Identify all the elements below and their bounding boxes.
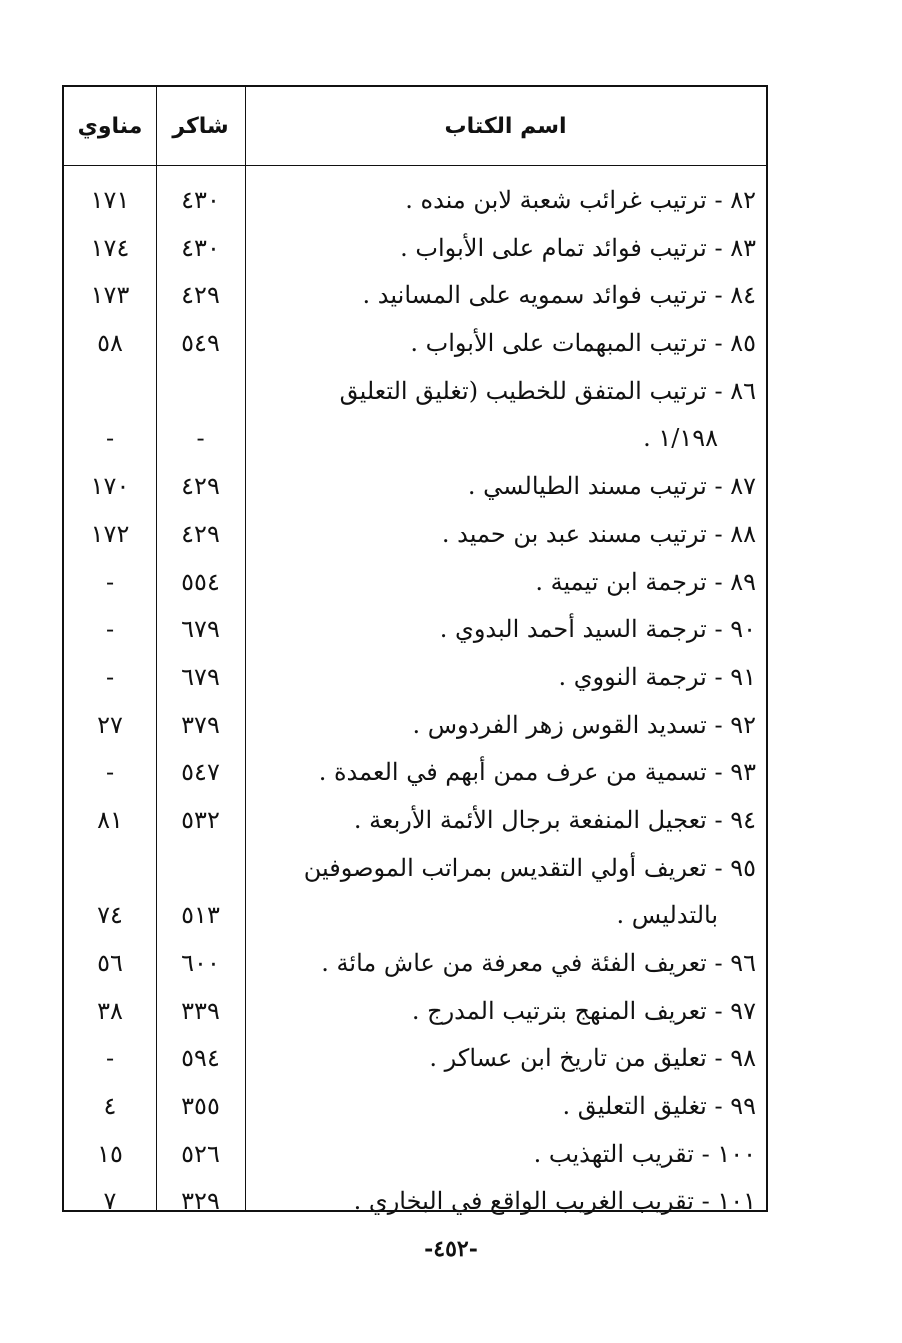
shakir-number: ٦٧٩ (181, 662, 220, 691)
shakir-number: ٣٧٩ (181, 710, 220, 739)
shakir-number: ٣٢٩ (181, 1187, 220, 1216)
manawi-number: ١٥ (97, 1139, 123, 1168)
shakir-number: ٤٣٠ (181, 186, 220, 214)
manawi-number: - (105, 567, 115, 596)
manawi-number: - (105, 424, 115, 453)
manawi-number: ١٧٤ (90, 233, 130, 262)
header-shakir: شاكر (172, 113, 229, 139)
table-row (64, 368, 766, 416)
table-row (64, 940, 766, 988)
book-title: ٨٣ - ترتيب فوائد تمام على الأبواب . (400, 233, 756, 262)
shakir-number: ٤٢٩ (181, 519, 220, 548)
book-title: ٨٤ - ترتيب فوائد سمويه على المسانيد . (362, 281, 756, 310)
manawi-number: ١٧٣ (90, 281, 130, 310)
manawi-number: ٢٧ (97, 710, 123, 739)
shakir-number: ٤٣٠ (181, 233, 220, 262)
table-row (64, 272, 766, 320)
table-row (64, 845, 766, 893)
table-row (64, 1035, 766, 1083)
table-row (64, 892, 766, 940)
book-title: ٩٥ - تعريف أولي التقديس بمراتب الموصوفين (303, 853, 756, 882)
manawi-number: ٧٤ (97, 901, 123, 930)
book-title: ٨٩ - ترجمة ابن تيمية . (535, 567, 756, 596)
table-row (64, 797, 766, 845)
manawi-number: ٥٦ (97, 949, 123, 977)
shakir-number: ٦٧٩ (181, 615, 220, 644)
manawi-number: ١٧٠ (90, 472, 130, 501)
book-title: ١٠١ - تقريب الغريب الواقع في البخاري . (353, 1187, 756, 1216)
book-title: ٨٧ - ترتيب مسند الطيالسي . (467, 472, 756, 501)
shakir-number: ٣٥٥ (181, 1092, 220, 1121)
header-manawi: مناوي (77, 113, 143, 139)
manawi-number: - (105, 1044, 115, 1073)
table-row (64, 415, 766, 463)
book-title-continued: ١/١٩٨ . (643, 424, 718, 453)
shakir-number: ٥٥٤ (181, 567, 220, 596)
manawi-number: ٥٨ (97, 329, 123, 358)
manawi-number: - (105, 662, 115, 691)
shakir-number: ٥١٣ (181, 901, 220, 930)
manawi-number (64, 845, 156, 893)
table-row (64, 1083, 766, 1131)
table-row (64, 225, 766, 273)
table-row (64, 749, 766, 797)
manawi-number: ١٧٢ (90, 519, 130, 548)
book-title: ٩٣ - تسمية من عرف ممن أبهم في العمدة . (318, 758, 756, 787)
book-title: ٩١ - ترجمة النووي . (558, 662, 756, 691)
shakir-number: ٥٤٧ (181, 758, 220, 787)
book-title: ٩٢ - تسديد القوس زهر الفردوس . (412, 710, 756, 739)
table-row (64, 606, 766, 654)
book-title: ٩٦ - تعريف الفئة في معرفة من عاش مائة . (321, 949, 756, 977)
book-table (62, 85, 768, 1216)
manawi-number: ٤ (103, 1092, 117, 1121)
book-title: ٩٩ - تغليق التعليق . (562, 1092, 756, 1121)
manawi-number: - (105, 615, 115, 644)
book-title: ٩٤ - تعجيل المنفعة برجال الأئمة الأربعة . (353, 805, 756, 834)
table-row (64, 1131, 766, 1179)
book-title-continued: بالتدليس . (616, 901, 718, 930)
book-title: ١٠٠ - تقريب التهذيب . (533, 1139, 756, 1168)
book-title: ٩٧ - تعريف المنهج بترتيب المدرج . (411, 996, 756, 1025)
table-row (64, 559, 766, 607)
shakir-number (156, 845, 245, 893)
manawi-number: ٨١ (97, 805, 123, 834)
table-row (64, 320, 766, 368)
manawi-number: ٧ (103, 1187, 117, 1216)
manawi-number: ١٧١ (90, 186, 130, 214)
book-title: ٨٦ - ترتيب المتفق للخطيب (تغليق التعليق (339, 376, 756, 405)
shakir-number: - (196, 424, 205, 453)
shakir-number (156, 368, 245, 416)
book-title: ٨٨ - ترتيب مسند عبد بن حميد . (441, 519, 756, 548)
book-title: ٨٢ - ترتيب غرائب شعبة لابن منده . (405, 186, 756, 214)
shakir-number: ٥٢٦ (181, 1139, 220, 1168)
book-title: ٩٠ - ترجمة السيد أحمد البدوي . (439, 615, 756, 644)
table-body (64, 177, 766, 1226)
shakir-number: ٥٤٩ (181, 329, 220, 358)
table-row (64, 511, 766, 559)
shakir-number: ٤٢٩ (181, 472, 220, 501)
table-row (64, 1178, 766, 1226)
header-book-title: اسم الكتاب (444, 113, 567, 139)
manawi-number: ٣٨ (97, 996, 123, 1025)
header-divider (64, 165, 766, 166)
table-row (64, 654, 766, 702)
table-row (64, 988, 766, 1036)
table-row (64, 702, 766, 750)
table-row (64, 177, 766, 225)
shakir-number: ٤٢٩ (181, 281, 220, 310)
shakir-number: ٦٠٠ (181, 949, 220, 977)
table-row (64, 463, 766, 511)
page-number: -٤٥٢- (424, 1236, 478, 1262)
book-title: ٨٥ - ترتيب المبهمات على الأبواب . (410, 329, 756, 358)
shakir-number: ٥٩٤ (181, 1044, 220, 1073)
manawi-number (64, 368, 156, 416)
shakir-number: ٣٣٩ (181, 996, 220, 1025)
shakir-number: ٥٣٢ (181, 805, 220, 834)
book-title: ٩٨ - تعليق من تاريخ ابن عساكر . (429, 1044, 756, 1073)
manawi-number: - (105, 758, 115, 787)
